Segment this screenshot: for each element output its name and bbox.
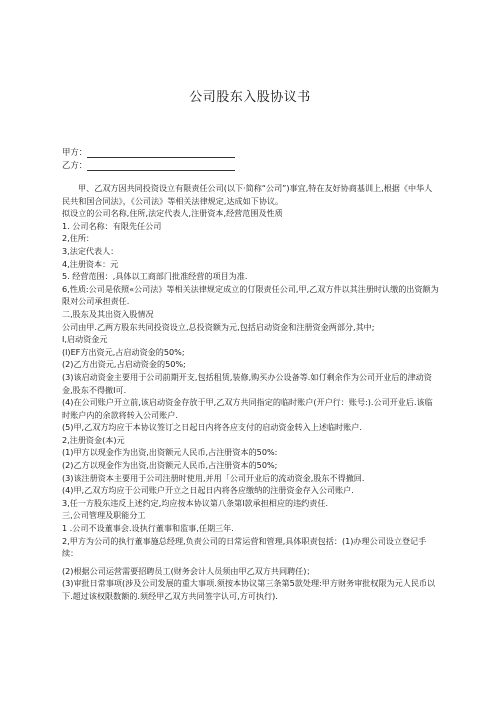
management-item-1: 1 .公司不设董事会.设执行董事和监事,任期三年. [62,523,234,534]
startup-fund-item-5: (5)甲,乙双方均应于本协议签订之日起日内将各应支付的启动资金转入上述临时账户. [62,422,362,433]
investment-overview: 公司由甲.乙两方股东共同投资设立,总投资额为元,包括启动资金和注册资金两部分,其中; [62,321,375,332]
party-b-label: 乙方： [62,160,88,170]
registered-fund-item-1: (1)甲方以现金作为出资,出资额元人民币,占注册资本的50%: [62,447,278,458]
section-one-heading: 拟设立的公司名称,住所,法定代表人,注册资本,经营范围及性质 [62,208,283,219]
clause-nature: 6,性质:公司是依照«公司法》等相关法律规定成立的仃限责任公司,甲,乙双方件以其注册时认缴的出资额为限对公司承担责任. [62,283,439,307]
startup-fund-heading: I,启动资金元 [62,334,108,345]
intro-paragraph: 甲、乙双方因共同投资设立有限责任公司(以下·简称“公司”)事宜,特在友好协商基训上,根据《中华人民共和国合同法》，《公司法》等相关法律规定,达成如下协议。 [62,183,433,206]
clause-business-scope: 5. 经营范围：,具体以工商部门批准经营的项目为准. [62,271,248,282]
registered-fund-item-2: (2)乙方以现金作为出资,出资额元人民币,占注册资本的50%; [62,460,278,471]
breach-clause: 3,任一方股东违反上述约定,均应按本协议第八条第l款承担相应的违约责任. [62,497,329,508]
document-title: 公司股东入股协议书 [189,90,311,105]
management-item-2: 2,甲方为公司的执行董事施总经理,负责公司的日常运营和管理,具体职责包括：(1)办理公司设立登记手续： [62,535,427,559]
clause-registered-capital: 4,注册资本：元 [62,258,119,269]
registered-fund-item-3: (3)该注册资本主要用于公司注册时使用,并用「公司开业后的流动资金,股东不得撤回. [62,472,365,483]
party-b-underline [87,161,235,171]
agreement-body [62,182,440,603]
clause-company-name: 1. 公司名称：有限先任公司 [62,220,162,231]
registered-fund-heading: 2,注册资金(本)元 [62,434,125,445]
management-item-2-sub-3: (3)审批日常事项(涉及公司发展的重大事项.须按本协议第三条第5款处理:甲方财务审批权限为元人民币以下.超过该权限数额的.须经甲乙双方共同签字认可,方可执行). [62,578,436,601]
clause-legal-rep: 3,法定代表人： [62,245,119,256]
party-b-line [62,159,235,171]
management-item-2-sub-2: (2)根据公司运营需要招聘员工(财务会计人员须由甲乙双方共同聘任)； [62,565,315,576]
startup-fund-item-3: (3)该启动资金主要用于公司前期开支,包括租赁,装修,购买办公设备等.如仃剩余作为公司开业后的津动资金,股东不得撤I可. [62,371,432,395]
section-two-heading: 二,股东及其出资入股情况 [62,308,154,319]
registered-fund-item-4: (4)甲,乙双方均应于公司账户开立之日起日内将各应缴纳的注册资金存入公司账户. [62,485,354,496]
section-three-heading: 三,公司管理及职能分工 [62,510,146,521]
party-a-underline [87,148,235,158]
party-a-line [62,146,235,158]
startup-fund-item-4: (4)在公司账户开立前,该启动资金存放于甲,乙双方共同指定的临时账户(开户行：账号:).公司开业后.该临时账户内的余款将转入公司账户. [62,397,433,420]
clause-address: 2,住所： [62,233,95,244]
party-a-label: 甲方： [62,147,88,157]
startup-fund-item-1: (l)EF方出资元,占启动资金的50%; [62,346,185,357]
startup-fund-item-2: (2)乙方出资元,占启动资金的50%; [62,359,186,370]
